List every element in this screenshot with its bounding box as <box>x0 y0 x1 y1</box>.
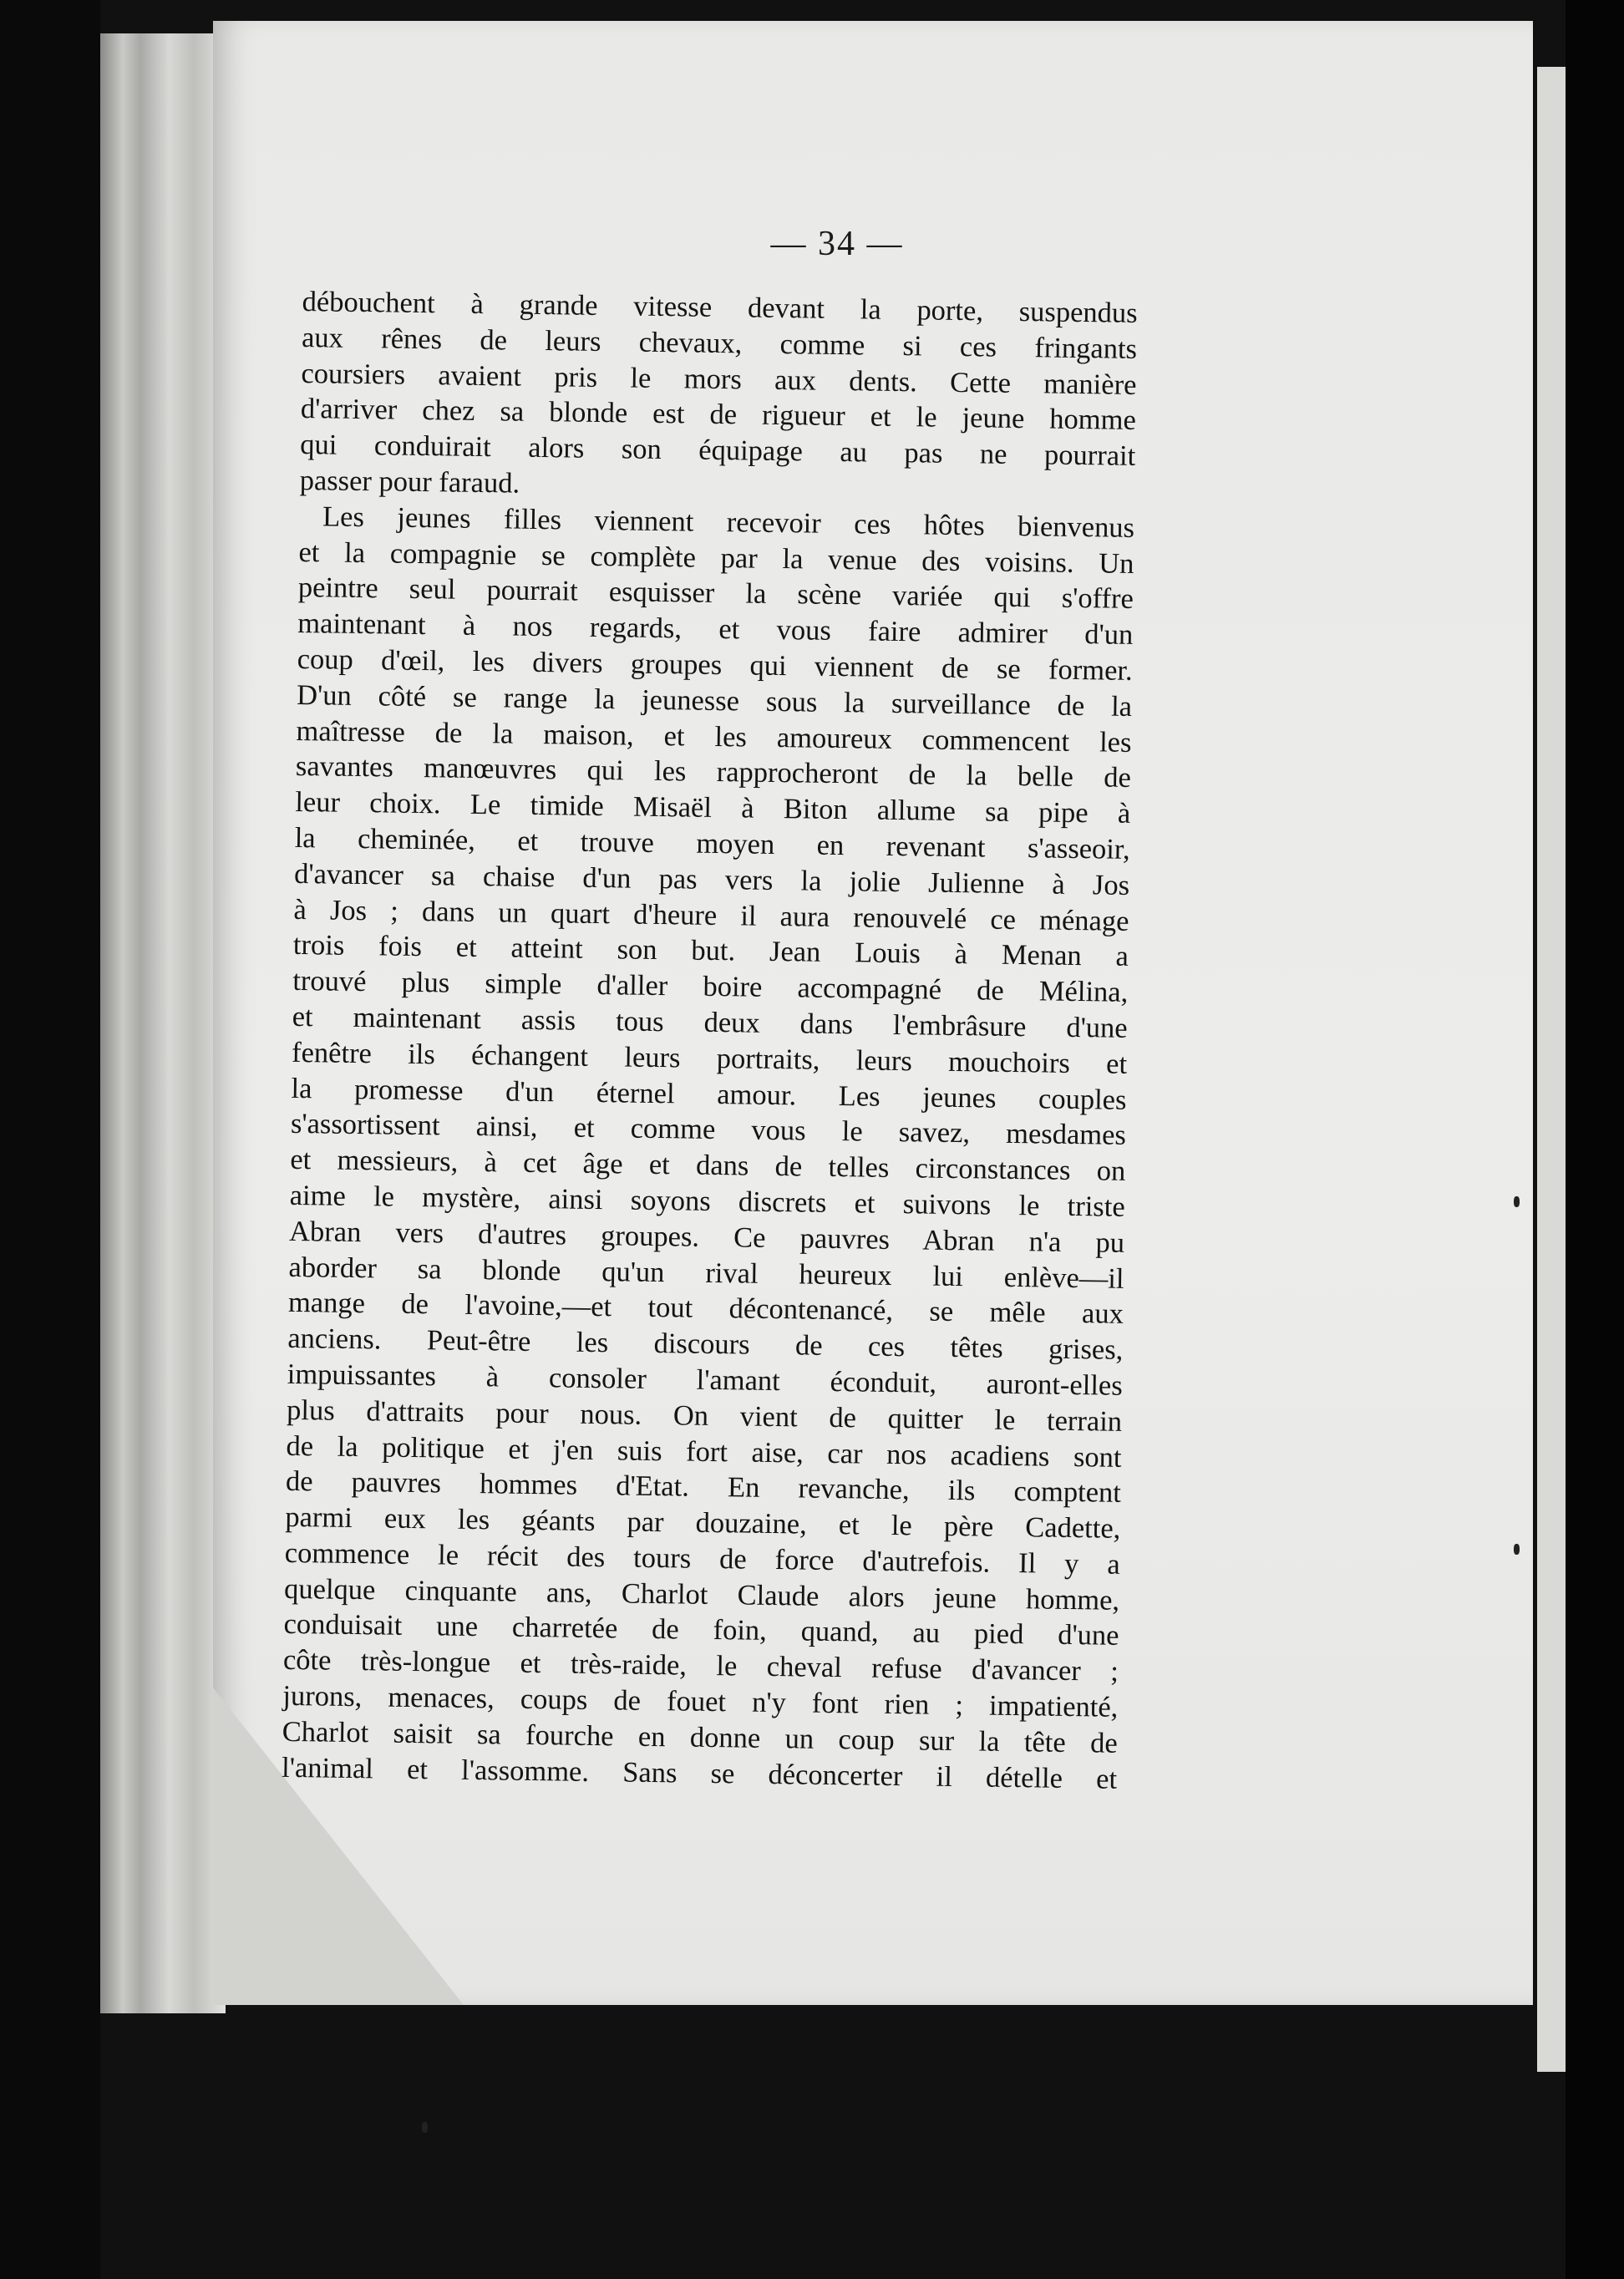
text-line: maintenant à nos regards, et vous faire admirer d'un <box>297 607 1134 652</box>
text-line: passer pour faraud. <box>299 464 520 500</box>
text-line: quelque cinquante ans, Charlot Claude alors jeune homme, <box>283 1572 1120 1617</box>
text-line: commence le récit des tours de force d'autrefois. Il y a <box>284 1536 1120 1581</box>
adjacent-page-edge <box>1537 67 1566 2072</box>
text-line: de la politique et j'en suis fort aise, car nos acadiens sont <box>286 1429 1122 1474</box>
text-line: D'un côté se range la jeunesse sous la surveillance de la <box>296 678 1133 723</box>
text-line: aborder sa blonde qu'un rival heureux lui enlève—il <box>288 1251 1124 1295</box>
text-line: coup d'œil, les divers groupes qui viennent de se former. <box>297 642 1133 687</box>
text-line: Abran vers d'autres groupes. Ce pauvres Abran n'a pu <box>288 1215 1125 1259</box>
text-line: et la compagnie se complète par la venue des voisins. Un <box>298 535 1134 580</box>
dust-speck <box>1514 1196 1520 1207</box>
text-line: jurons, menaces, coups de fouet n'y font rien ; impatienté, <box>282 1679 1119 1723</box>
text-line: plus d'attraits pour nous. On vient de quitter le terrain <box>286 1393 1123 1438</box>
dust-speck <box>422 2122 428 2133</box>
text-line: la cheminée, et trouve moyen en revenant s'asseoir, <box>294 821 1130 865</box>
text-line: de pauvres hommes d'Etat. En revanche, ils comptent <box>285 1465 1122 1510</box>
text-line: trois fois et atteint son but. Jean Louis à Menan a <box>292 929 1129 973</box>
text-line: et maintenant assis tous deux dans l'embrâsure d'une <box>292 1000 1128 1044</box>
text-line: savantes manœuvres qui les rapprocheront de la belle de <box>295 750 1132 794</box>
text-line: débouchent à grande vitesse devant la porte, suspendus <box>302 285 1138 329</box>
text-line: coursiers avaient pris le mors aux dents. Cette manière <box>301 357 1137 401</box>
text-line: Les jeunes filles viennent recevoir ces hôtes bienvenus <box>322 500 1135 544</box>
text-line: à Jos ; dans un quart d'heure il aura renouvelé ce ménage <box>293 893 1129 937</box>
text-line: conduisait une charretée de foin, quand, au pied d'une <box>283 1608 1119 1652</box>
text-line: impuissantes à consoler l'amant éconduit, auront-elles <box>287 1358 1123 1402</box>
scanner-frame-left <box>0 0 100 2279</box>
text-line: aime le mystère, ainsi soyons discrets et suivons le triste <box>289 1179 1125 1223</box>
text-line: maîtresse de la maison, et les amoureux commencent les <box>296 714 1132 759</box>
text-line: d'avancer sa chaise d'un pas vers la jolie Julienne à Jos <box>293 857 1130 901</box>
text-line: parmi eux les géants par douzaine, et le père Cadette, <box>285 1500 1121 1545</box>
text-line: côte très-longue et très-raide, le cheval refuse d'avancer ; <box>282 1644 1119 1688</box>
book-page-edges <box>100 33 226 2013</box>
text-line: fenêtre ils échangent leurs portraits, leurs mouchoirs et <box>291 1036 1128 1080</box>
text-line: s'assortissent ainsi, et comme vous le savez, mesdames <box>290 1108 1127 1152</box>
dust-speck <box>1514 1544 1520 1555</box>
text-line: d'arriver chez sa blonde est de rigueur et le jeune homme <box>300 393 1137 437</box>
text-line: peintre seul pourrait esquisser la scène variée qui s'offre <box>297 571 1134 616</box>
text-line: anciens. Peut-être les discours de ces têtes grises, <box>287 1322 1124 1366</box>
text-line: trouvé plus simple d'aller boire accompagné de Mélina, <box>292 965 1129 1009</box>
text-line: mange de l'avoine,—et tout décontenancé, se mêle aux <box>287 1287 1124 1331</box>
text-line: et messieurs, à cet âge et dans de telles circonstances on <box>290 1144 1126 1187</box>
body-text <box>282 284 1138 1797</box>
text-line: l'animal et l'assomme. Sans se déconcerter il dételle et <box>281 1751 1118 1795</box>
text-line: la promesse d'un éternel amour. Les jeunes couples <box>291 1072 1127 1116</box>
text-line: qui conduirait alors son équipage au pas ne pourrait <box>300 429 1136 473</box>
scanner-frame-right <box>1566 0 1624 2279</box>
text-line: aux rênes de leurs chevaux, comme si ces fringants <box>301 321 1138 365</box>
text-line: leur choix. Le timide Misaël à Biton allume sa pipe à <box>295 786 1131 830</box>
page-number: — 34 — <box>770 225 904 263</box>
text-line: Charlot saisit sa fourche en donne un coup sur la tête de <box>282 1715 1118 1759</box>
